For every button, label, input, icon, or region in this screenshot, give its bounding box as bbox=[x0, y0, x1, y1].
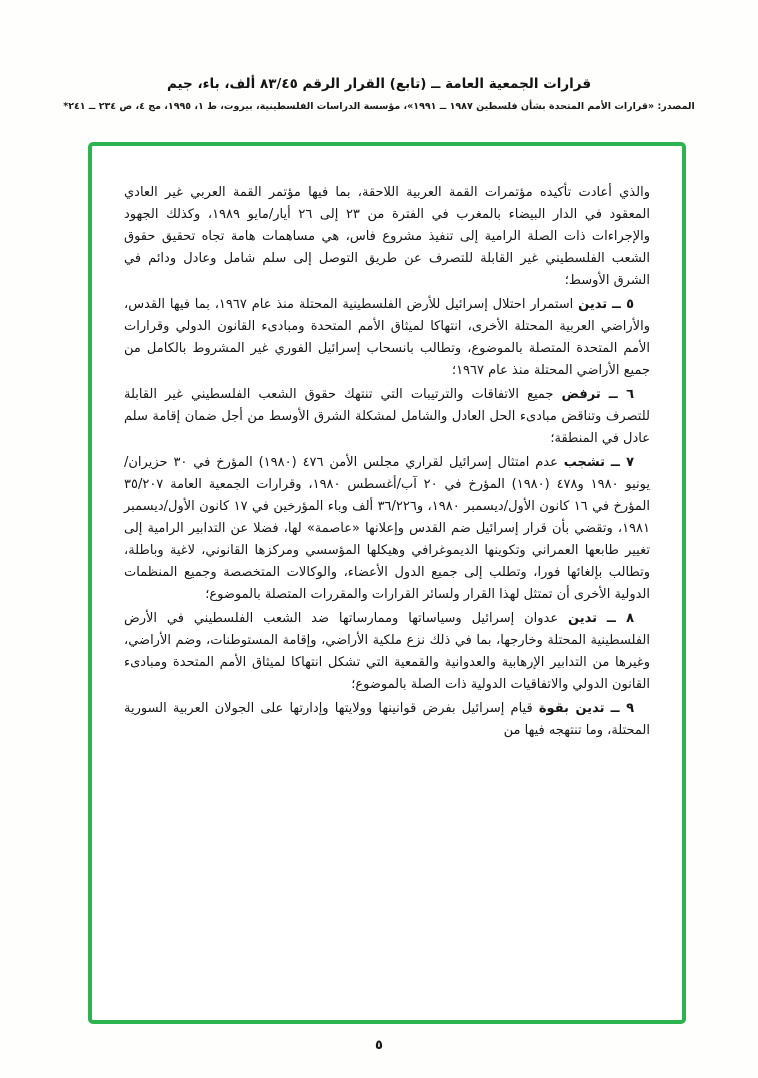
paragraph-5 bbox=[124, 294, 650, 382]
paragraph-text: والذي أعادت تأكيده مؤتمرات القمة العربية اللاحقة، بما فيها مؤتمر القمة العربي غير العادي المعقود في الدار البيضاء بالمغرب في الفترة من ٢٣ إلى ٢٦ أيار/مايو ١٩٨٩، وكذلك الجهود والإجراءات ذات الصلة الرامية إلى تنفيذ مشروع فاس، هي مساهمات هامة تجاه تحقيق حقوق الشعب الفلسطيني غير القابلة للتصرف عن طريق التوصل إلى سلم شامل وعادل ودائم في الشرق الأوسط؛ bbox=[124, 185, 650, 288]
paragraph-8 bbox=[124, 608, 650, 696]
document-header bbox=[0, 76, 758, 112]
paragraph-6 bbox=[124, 384, 650, 450]
paragraph-text: جميع الاتفاقات والترتيبات التي تنتهك حقوق الشعب الفلسطيني غير القابلة للتصرف وتناقض مبادىء الحل العادل والشامل لمشكلة الشرق الأوسط من أجل ضمان إقامة سلم عادل في المنطقة؛ bbox=[124, 387, 650, 446]
paragraph-text: قيام إسرائيل بفرض قوانينها وولايتها وإدارتها على الجولان العربية السورية المحتلة، وما تنتهجه فيها من bbox=[124, 701, 650, 738]
paragraph-lead: تدين بقوة bbox=[538, 701, 605, 716]
text-block bbox=[124, 182, 650, 742]
paragraph-continuation bbox=[124, 182, 650, 292]
paragraph-number: ٩ ــ bbox=[610, 701, 635, 716]
paragraph-9 bbox=[124, 698, 650, 742]
content-frame bbox=[88, 142, 686, 1024]
paragraph-7 bbox=[124, 452, 650, 606]
page-title: قرارات الجمعية العامة ــ (تابع) القرار الرقم ٨٣/٤٥ ألف، باء، جيم bbox=[166, 76, 592, 92]
paragraph-lead: تدين bbox=[578, 297, 608, 312]
paragraph-number: ٧ ــ bbox=[610, 455, 634, 470]
paragraph-text: عدم امتثال إسرائيل لقراري مجلس الأمن ٤٧٦ (١٩٨٠) المؤرخ في ٣٠ حزيران/يونيو ١٩٨٠ و٤٧٨ (١٩٨٠) المؤرخ في ٢٠ آب/أغسطس ١٩٨٠، وقرارات الجمعية العامة ٣٥/٢٠٧ المؤرخ في ١٦ كانون الأول/ديسمبر ١٩٨٠، و٣٦/٢٢٦ ألف وباء المؤرخين في ١٧ كانون الأول/ديسمبر ١٩٨١، وتقضي بأن قرار إسرائيل ضم القدس وإعلانها «عاصمة» لها، فضلا عن التدابير الرامية إلى تغيير طابعها العمراني وتكوينها الديموغرافي وهيكلها المؤسسي ومركزها القانوني، لاغية وباطلة، وتطالب بإلغائها فورا، وتطلب إلى جميع الدول الأعضاء، والوكالات المتخصصة وجميع المنظمات الدولية الأخرى أن تمتثل لهذا القرار ولسائر القرارات والمقررات المتصلة بالموضوع؛ bbox=[124, 455, 651, 602]
source-line: المصدر: «قرارات الأمم المتحدة بشأن فلسطين ١٩٨٧ ــ ١٩٩١»، مؤسسة الدراسات الفلسطينية، بيروت، ط ١، ١٩٩٥، مج ٤، ص ٢٣٤ ــ ٢٤١* bbox=[63, 101, 695, 112]
paragraph-number: ٥ ــ bbox=[611, 297, 635, 312]
paragraph-number: ٦ ــ bbox=[608, 387, 634, 402]
paragraph-text: عدوان إسرائيل وسياساتها وممارساتها ضد الشعب الفلسطيني في الأرض الفلسطينية المحتلة وخارجها، بما في ذلك نزع ملكية الأراضي، وإقامة المستوطنات، وضم الأراضي، وغيرها من التدابير الإرهابية والعدوانية والقمعية التي تشكل انتهاكا لميثاق الأمم المتحدة ومبادىء القانون الدولي والاتفاقيات الدولية ذات الصلة بالموضوع؛ bbox=[124, 611, 650, 692]
paragraph-lead: تشجب bbox=[563, 455, 605, 470]
paragraph-lead: تدين bbox=[568, 611, 598, 626]
paragraph-lead: ترفض bbox=[561, 387, 601, 402]
page-number: ٥ bbox=[375, 1038, 383, 1053]
paragraph-text: استمرار احتلال إسرائيل للأرض الفلسطينية المحتلة منذ عام ١٩٦٧، بما فيها القدس، والأراضي العربية المحتلة الأخرى، انتهاكا لميثاق الأمم المتحدة ومبادىء القانون الدولي وقرارات الأمم المتحدة المتصلة بالموضوع، وتطالب بانسحاب إسرائيل الفوري غير المشروط بالكامل من جميع الأراضي المحتلة منذ عام ١٩٦٧؛ bbox=[124, 297, 650, 378]
paragraph-number: ٨ ــ bbox=[606, 611, 635, 626]
